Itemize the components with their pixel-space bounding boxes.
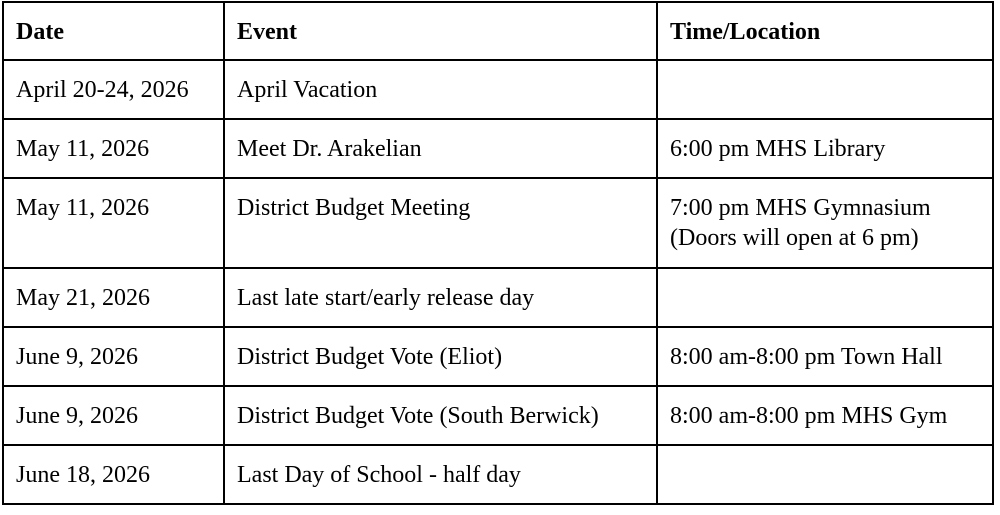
event-cell: Last Day of School - half day bbox=[224, 445, 657, 504]
time-location-cell bbox=[657, 268, 993, 327]
time-location-note: (Doors will open at 6 pm) bbox=[670, 225, 919, 251]
time-location-cell bbox=[657, 119, 993, 178]
date-cell: June 18, 2026 bbox=[3, 445, 224, 504]
time-location-line: 7:00 pm MHS Gymnasium bbox=[670, 195, 931, 221]
event-cell: April Vacation bbox=[224, 60, 657, 119]
header-event: Event bbox=[224, 2, 657, 60]
table-row bbox=[3, 119, 993, 178]
time-location-cell bbox=[657, 445, 993, 504]
date-cell: May 11, 2026 bbox=[3, 178, 224, 268]
table-row bbox=[3, 327, 993, 386]
events-calendar bbox=[2, 1, 994, 505]
event-cell: District Budget Vote (Eliot) bbox=[224, 327, 657, 386]
table-row bbox=[3, 268, 993, 327]
event-cell: District Budget Meeting bbox=[224, 178, 657, 268]
header-time-location: Time/Location bbox=[657, 2, 993, 60]
table-row bbox=[3, 445, 993, 504]
date-cell: June 9, 2026 bbox=[3, 327, 224, 386]
time-location-line: 6:00 pm MHS Library bbox=[670, 136, 886, 162]
date-cell: June 9, 2026 bbox=[3, 386, 224, 445]
time-location-cell bbox=[657, 327, 993, 386]
table-header-row bbox=[3, 2, 993, 60]
header-date: Date bbox=[3, 2, 224, 60]
table-row bbox=[3, 60, 993, 119]
event-cell: Last late start/early release day bbox=[224, 268, 657, 327]
time-location-cell bbox=[657, 386, 993, 445]
table-row bbox=[3, 386, 993, 445]
time-location-line: 8:00 am-8:00 pm Town Hall bbox=[670, 344, 943, 370]
time-location-cell bbox=[657, 60, 993, 119]
date-cell: May 11, 2026 bbox=[3, 119, 224, 178]
events-table bbox=[2, 1, 994, 505]
event-cell: Meet Dr. Arakelian bbox=[224, 119, 657, 178]
time-location-cell bbox=[657, 178, 993, 268]
date-cell: May 21, 2026 bbox=[3, 268, 224, 327]
date-cell: April 20-24, 2026 bbox=[3, 60, 224, 119]
event-cell: District Budget Vote (South Berwick) bbox=[224, 386, 657, 445]
table-row bbox=[3, 178, 993, 268]
time-location-line: 8:00 am-8:00 pm MHS Gym bbox=[670, 403, 948, 429]
